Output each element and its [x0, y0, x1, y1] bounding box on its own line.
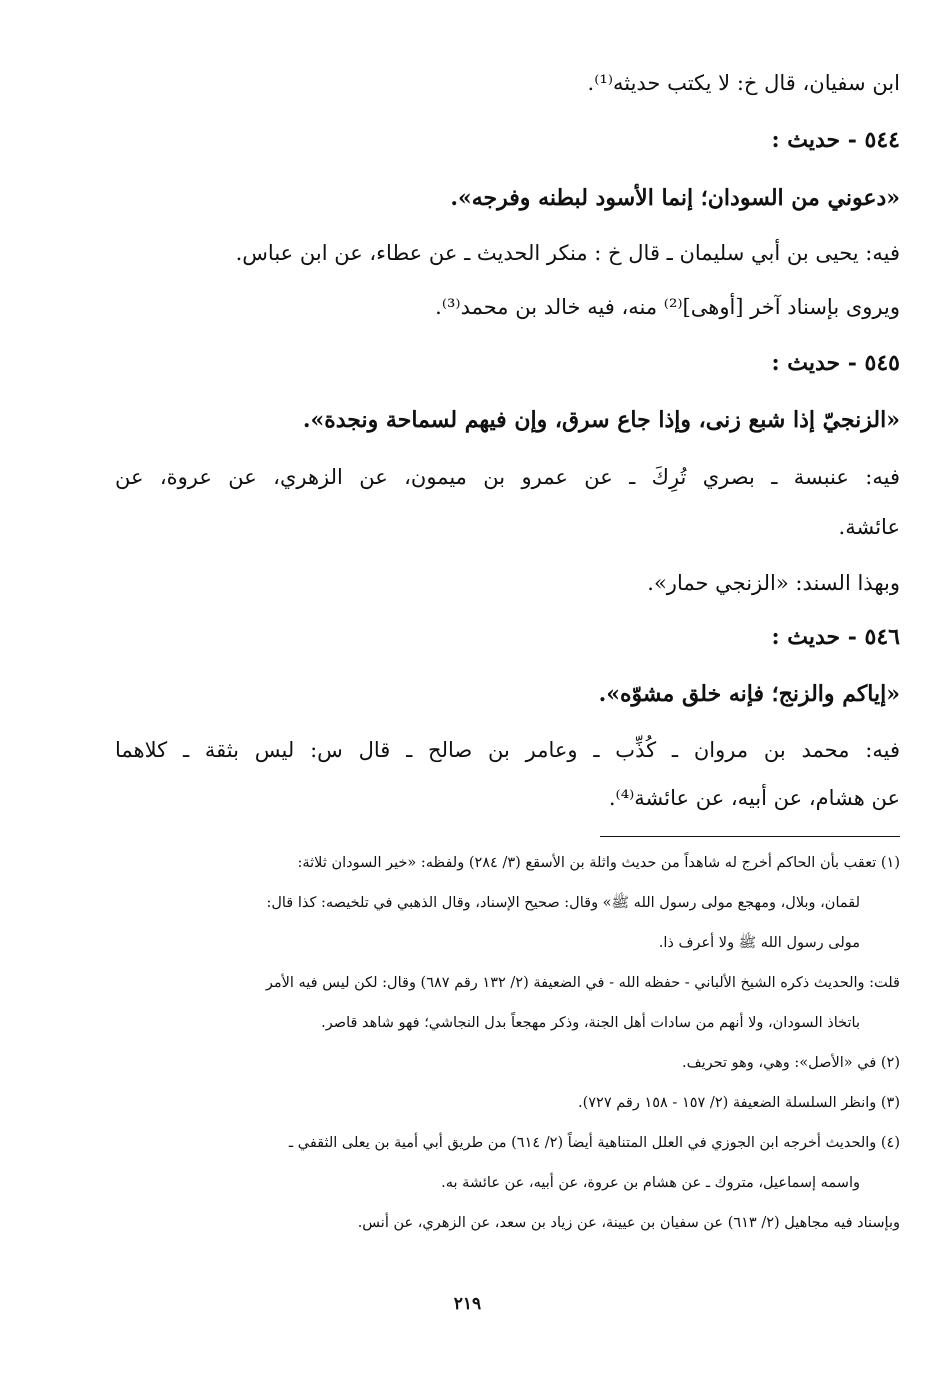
footnote-1-line-1: (١) تعقب بأن الحاكم أخرج له شاهداً من حديث واثلة بن الأسقع (٣/ ٢٨٤) ولفظه: «خير السودان ثلاثة:	[297, 855, 900, 871]
footnote-1-line-2: لقمان، وبلال، ومهجع مولى رسول الله ﷺ» وقال: صحيح الإسناد، وقال الذهبي في تلخيصه: كذا قال:	[266, 895, 860, 911]
hadith-544-line-2: ويروى بإسناد آخر [أوهى]⁽²⁾ منه، فيه خالد بن محمد⁽³⁾.	[435, 295, 900, 319]
footnote-4-line-3: وبإسناد فيه مجاهيل (٢/ ٦١٣) عن سفيان بن عيينة، عن زياد بن سعد، عن الزهري، عن أنس.	[357, 1215, 900, 1231]
hadith-545-heading: ٥٤٥ - حديث :	[771, 350, 900, 376]
hadith-544-heading: ٥٤٤ - حديث :	[771, 127, 900, 153]
page-number: ٢١٩	[453, 1294, 482, 1314]
hadith-545-line-1: فيه: عنبسة ـ بصري تُرِكَ ـ عن عمرو بن ميمون، عن الزهري، عن عروة، عن	[115, 465, 900, 489]
footnote-1-line-3: مولى رسول الله ﷺ ولا أعرف ذا.	[658, 935, 860, 951]
hadith-546-heading: ٥٤٦ - حديث :	[771, 624, 900, 650]
hadith-545-line-3: وبهذا السند: «الزنجي حمار».	[647, 571, 900, 595]
footnote-1-line-5: باتخاذ السودان، ولا أنهم من سادات أهل الجنة، وذكر مهجعاً بدل النجاشي؛ فهو شاهد قاصر.	[321, 1015, 860, 1031]
hadith-546-text: «إياكم والزنج؛ فإنه خلق مشوّه».	[598, 681, 900, 707]
footnote-2: (٢) في «الأصل»: وهي، وهو تحريف.	[681, 1055, 900, 1071]
hadith-546-line-2: عن هشام، عن أبيه، عن عائشة⁽⁴⁾.	[608, 786, 900, 810]
footnote-1-line-4: قلت: والحديث ذكره الشيخ الألباني - حفظه الله - في الضعيفة (٢/ ١٣٢ رقم ٦٨٧) وقال: لكن ليس فيه الأمر	[265, 975, 900, 991]
hadith-544-line-1: فيه: يحيى بن أبي سليمان ـ قال خ : منكر الحديث ـ عن عطاء، عن ابن عباس.	[235, 241, 900, 265]
footnote-4-line-2: واسمه إسماعيل، متروك ـ عن هشام بن عروة، عن أبيه، عن عائشة به.	[441, 1175, 860, 1191]
intro-line: ابن سفيان، قال خ: لا يكتب حديثه⁽¹⁾.	[587, 71, 900, 95]
hadith-545-text: «الزنجيّ إذا شبع زنى، وإذا جاع سرق، وإن فيهم لسماحة ونجدة».	[302, 407, 900, 433]
hadith-544-text: «دعوني من السودان؛ إنما الأسود لبطنه وفرجه».	[450, 185, 900, 211]
hadith-545-line-2: عائشة.	[838, 515, 900, 539]
hadith-546-line-1: فيه: محمد بن مروان ـ كُذِّب ـ وعامر بن صالح ـ قال س: ليس بثقة ـ كلاهما	[115, 738, 900, 762]
footnote-3: (٣) وانظر السلسلة الضعيفة (٢/ ١٥٧ - ١٥٨ رقم ٧٢٧).	[577, 1095, 900, 1111]
footnote-4-line-1: (٤) والحديث أخرجه ابن الجوزي في العلل المتناهية أيضاً (٢/ ٦١٤) من طريق أبي أمية بن يعلى الثقفي ـ	[288, 1135, 900, 1151]
footnote-separator	[600, 836, 900, 837]
